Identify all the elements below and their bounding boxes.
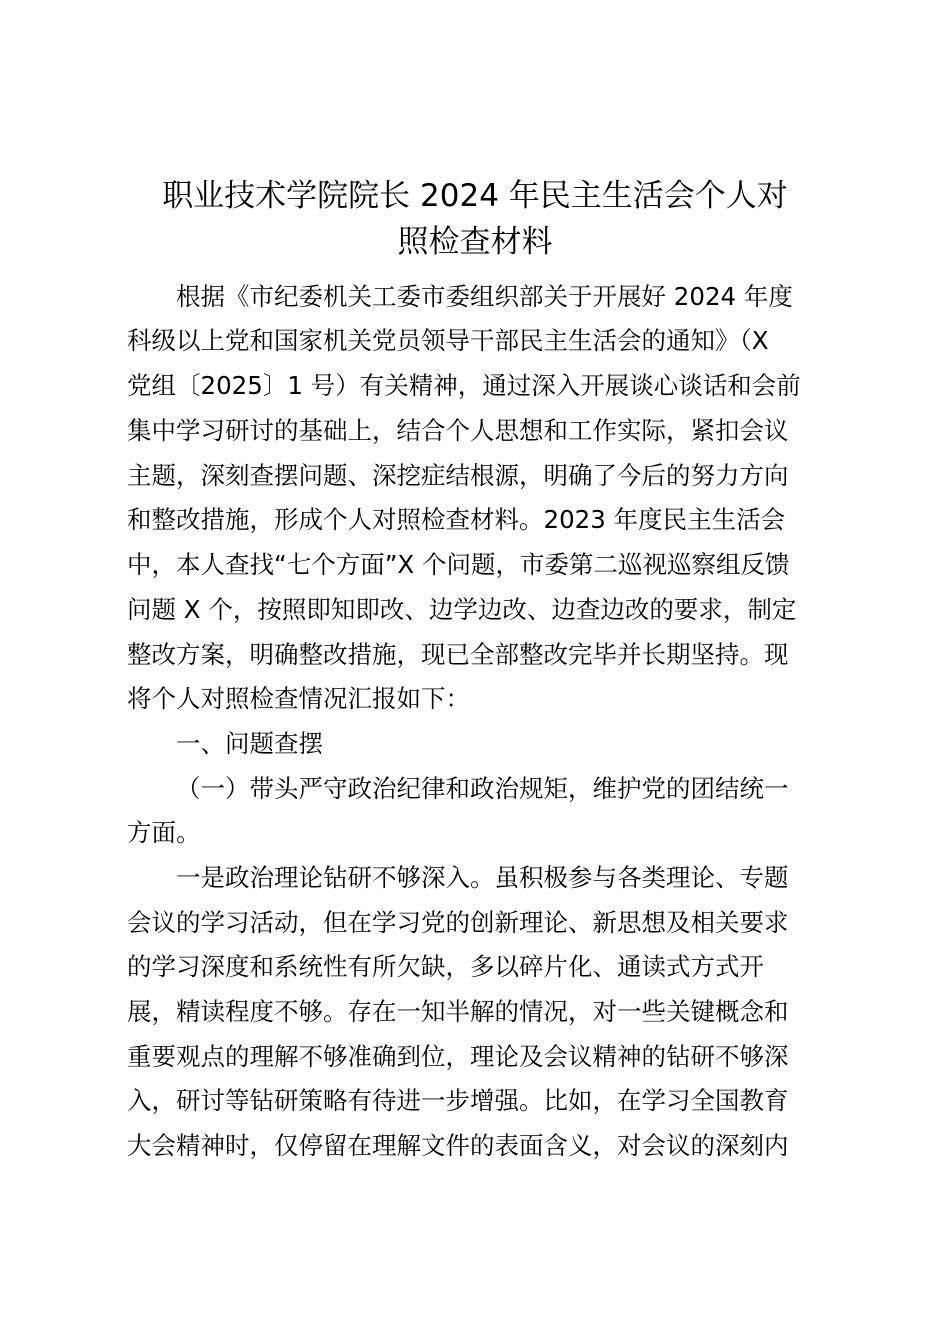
- body-line-14: 一是政治理论钻研不够深入。虽积极参与各类理论、专题: [176, 863, 789, 892]
- body-line-8: 问题 X 个，按照即知即改、边学边改、边查边改的要求，制定: [127, 595, 797, 624]
- body-line-9: 整改方案，明确整改措施，现已全部整改完毕并长期坚持。现: [127, 640, 789, 669]
- document-title-line-2: 照检查材料: [397, 224, 553, 260]
- body-line-17: 展，精读程度不够。存在一知半解的情况，对一些关键概念和: [127, 997, 789, 1026]
- body-line-19: 入，研讨等钻研策略有待进一步增强。比如，在学习全国教育: [127, 1086, 789, 1115]
- body-line-20: 大会精神时，仅停留在理解文件的表面含义，对会议的深刻内: [127, 1131, 789, 1160]
- body-line-15: 会议的学习活动，但在学习党的创新理论、新思想及相关要求: [127, 908, 789, 937]
- subsection-heading-line-1: （一）带头严守政治纪律和政治规矩，维护党的团结统一: [176, 774, 789, 803]
- subsection-heading-line-2: 方面。: [127, 818, 201, 847]
- body-line-10: 将个人对照检查情况汇报如下：: [127, 684, 470, 713]
- body-line-6: 和整改措施，形成个人对照检查材料。2023 年度民主生活会: [127, 505, 786, 534]
- body-line-5: 主题，深刻查摆问题、深挖症结根源，明确了今后的努力方向: [127, 461, 789, 490]
- body-line-1: 根据《市纪委机关工委市委组织部关于开展好 2024 年度: [176, 282, 793, 311]
- body-line-2: 科级以上党和国家机关党员领导干部民主生活会的通知》（X: [127, 326, 769, 355]
- body-line-16: 的学习深度和系统性有所欠缺，多以碎片化、通读式方式开: [127, 952, 764, 981]
- document-title-line-1: 职业技术学院院长 2024 年民主生活会个人对: [162, 178, 788, 214]
- body-line-3: 党组〔2025〕1 号）有关精神，通过深入开展谈心谈话和会前: [127, 371, 801, 400]
- section-heading: 一、问题查摆: [176, 729, 323, 758]
- body-line-7: 中，本人查找“七个方面”X 个问题，市委第二巡视巡察组反馈: [127, 550, 790, 579]
- body-line-4: 集中学习研讨的基础上，结合个人思想和工作实际，紧扣会议: [127, 416, 789, 445]
- body-line-18: 重要观点的理解不够准确到位，理论及会议精神的钻研不够深: [127, 1042, 789, 1071]
